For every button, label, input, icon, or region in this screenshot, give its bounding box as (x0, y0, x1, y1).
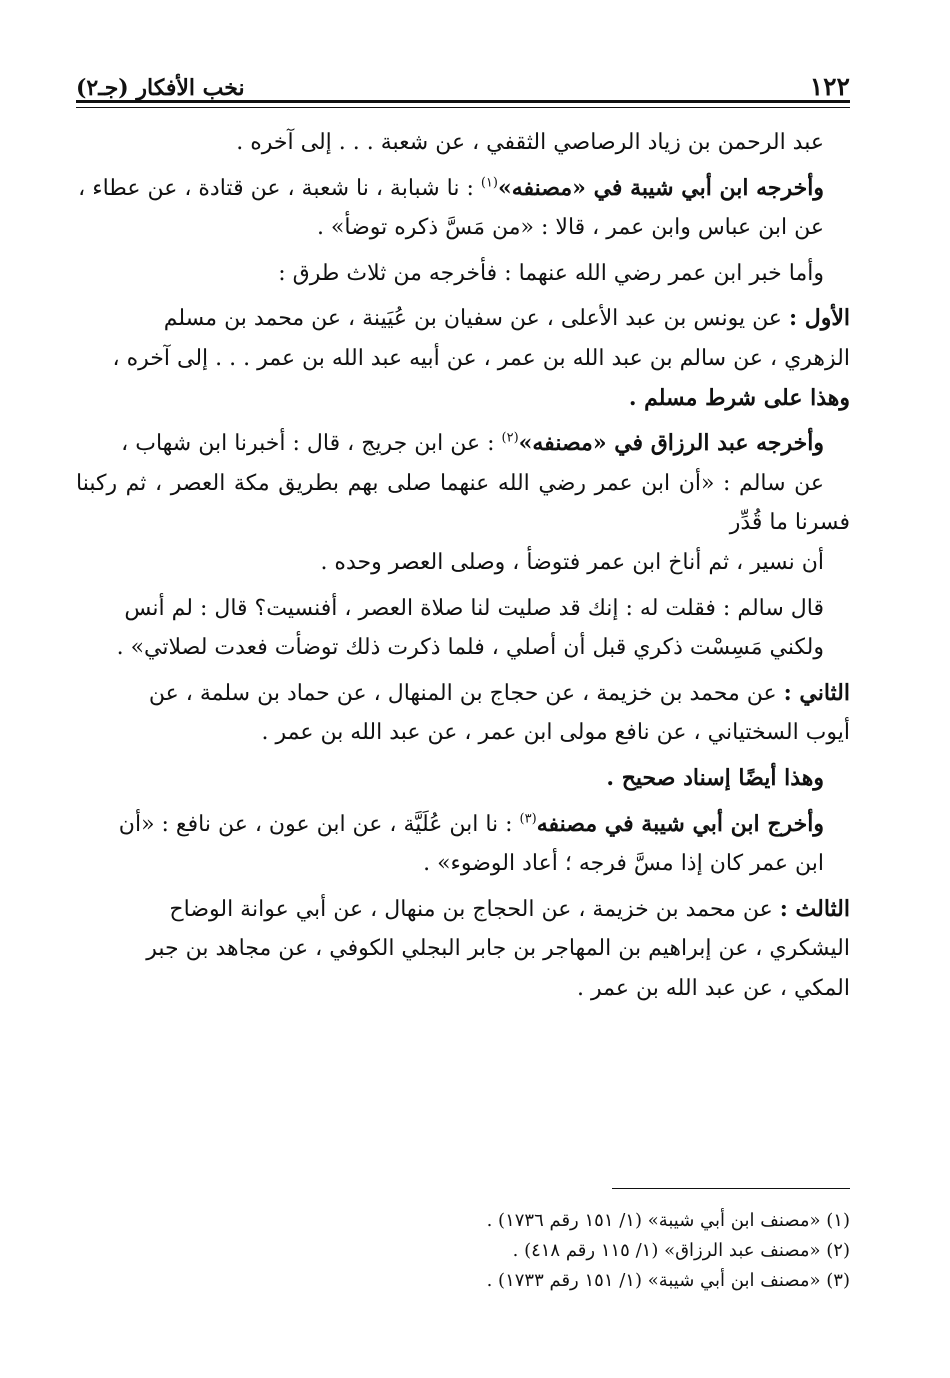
paragraph-8 (76, 759, 850, 799)
running-title: نخب الأفكار (جـ٢) (76, 75, 245, 101)
paragraph-3 (76, 254, 850, 294)
text-line: قال سالم : فقلت له : إنك قد صليت لنا صلاة العصر ، أفنسيت؟ قال : لم أنس (124, 595, 824, 621)
paragraph-10 (76, 890, 850, 1009)
section-label: الثاني : (783, 679, 850, 706)
footnote-marker[interactable]: (٣) (519, 811, 537, 827)
text-line (76, 424, 850, 464)
main-text (76, 123, 850, 1014)
text-line: الزهري ، عن سالم بن عبد الله بن عمر ، عن أبيه عبد الله بن عمر . . . إلى آخره ، (112, 345, 850, 371)
paragraph-1 (76, 123, 850, 163)
text-line: المكي ، عن عبد الله بن عمر . (576, 975, 850, 1001)
text-line (76, 299, 850, 339)
text-run: عن يونس بن عبد الأعلى ، عن سفيان بن عُيَينة ، عن محمد بن مسلم (163, 306, 789, 332)
text-line (76, 890, 850, 930)
text-line: عن ابن عباس وابن عمر ، قالا : «من مَسَّ ذكره توضأ» . (316, 215, 824, 241)
text-line: اليشكري ، عن إبراهيم بن المهاجر بن جابر البجلي الكوفي ، عن مجاهد بن جبر (146, 936, 850, 962)
bold-phrase: وأخرجه عبد الرزاق في «مصنفه» (518, 430, 824, 457)
text-line (76, 674, 850, 714)
text-line: وهذا على شرط مسلم . (628, 384, 850, 411)
text-line: ابن عمر كان إذا مسَّ فرجه ؛ أعاد الوضوء» . (423, 851, 824, 877)
text-line: وهذا أيضًا إسناد صحيح . (606, 764, 824, 791)
footnote-marker[interactable]: (٢) (501, 430, 519, 446)
footnotes (76, 1206, 850, 1296)
text-line: عن سالم : «أن ابن عمر رضي الله عنهما صلى بهم بطريق مكة العصر ، ثم ركبنا فسرنا ما قُدِّر (76, 470, 850, 536)
text-line: عبد الرحمن بن زياد الرصاصي الثقفي ، عن شعبة . . . إلى آخره . (236, 130, 824, 155)
footnote: (٢) «مصنف عبد الرزاق» (١/ ١١٥ رقم ٤١٨) . (512, 1240, 850, 1261)
footnote: (١) «مصنف ابن أبي شيبة» (١/ ١٥١ رقم ١٧٣٦) . (486, 1210, 850, 1231)
text-line (76, 169, 850, 209)
text-line (76, 805, 850, 845)
header-rule (76, 100, 850, 108)
text-run: : نا شبابة ، نا شعبة ، عن قتادة ، عن عطاء ، (78, 175, 481, 201)
paragraph-4 (76, 299, 850, 418)
bold-phrase: وأخرج ابن أبي شيبة في مصنفه (536, 810, 824, 837)
page-number: ١٢٢ (809, 72, 850, 101)
footnote-marker[interactable]: (١) (480, 175, 498, 191)
paragraph-7 (76, 674, 850, 753)
paragraph-2 (76, 169, 850, 248)
bold-phrase: وأخرجه ابن أبي شيبة في «مصنفه» (497, 174, 824, 201)
paragraph-6 (76, 589, 850, 668)
text-run: : نا ابن عُلَيَّة ، عن ابن عون ، عن نافع : «أن (118, 811, 520, 837)
text-line: أن نسير ، ثم أناخ ابن عمر فتوضأ ، وصلى العصر وحده . (320, 549, 824, 575)
footnote-separator (612, 1188, 850, 1189)
text-run: عن محمد بن خزيمة ، عن حجاج بن المنهال ، عن حماد بن سلمة ، عن (148, 680, 784, 706)
page-header (76, 55, 850, 101)
text-run: عن محمد بن خزيمة ، عن الحجاج بن منهال ، عن أبي عوانة الوضاح (169, 896, 780, 922)
text-line: ولكني مَسِسْت ذكري قبل أن أصلي ، فلما ذكرت ذلك توضأت فعدت لصلاتي» . (116, 635, 824, 661)
section-label: الثالث : (779, 895, 850, 922)
text-line: وأما خبر ابن عمر رضي الله عنهما : فأخرجه من ثلاث طرق : (278, 260, 824, 286)
text-line: أيوب السختياني ، عن نافع مولى ابن عمر ، عن عبد الله بن عمر . (261, 720, 850, 746)
footnote: (٣) «مصنف ابن أبي شيبة» (١/ ١٥١ رقم ١٧٣٣) . (486, 1270, 850, 1291)
paragraph-5 (76, 424, 850, 582)
text-run: : عن ابن جريج ، قال : أخبرنا ابن شهاب ، (121, 431, 502, 457)
paragraph-9 (76, 805, 850, 884)
section-label: الأول : (788, 305, 850, 332)
